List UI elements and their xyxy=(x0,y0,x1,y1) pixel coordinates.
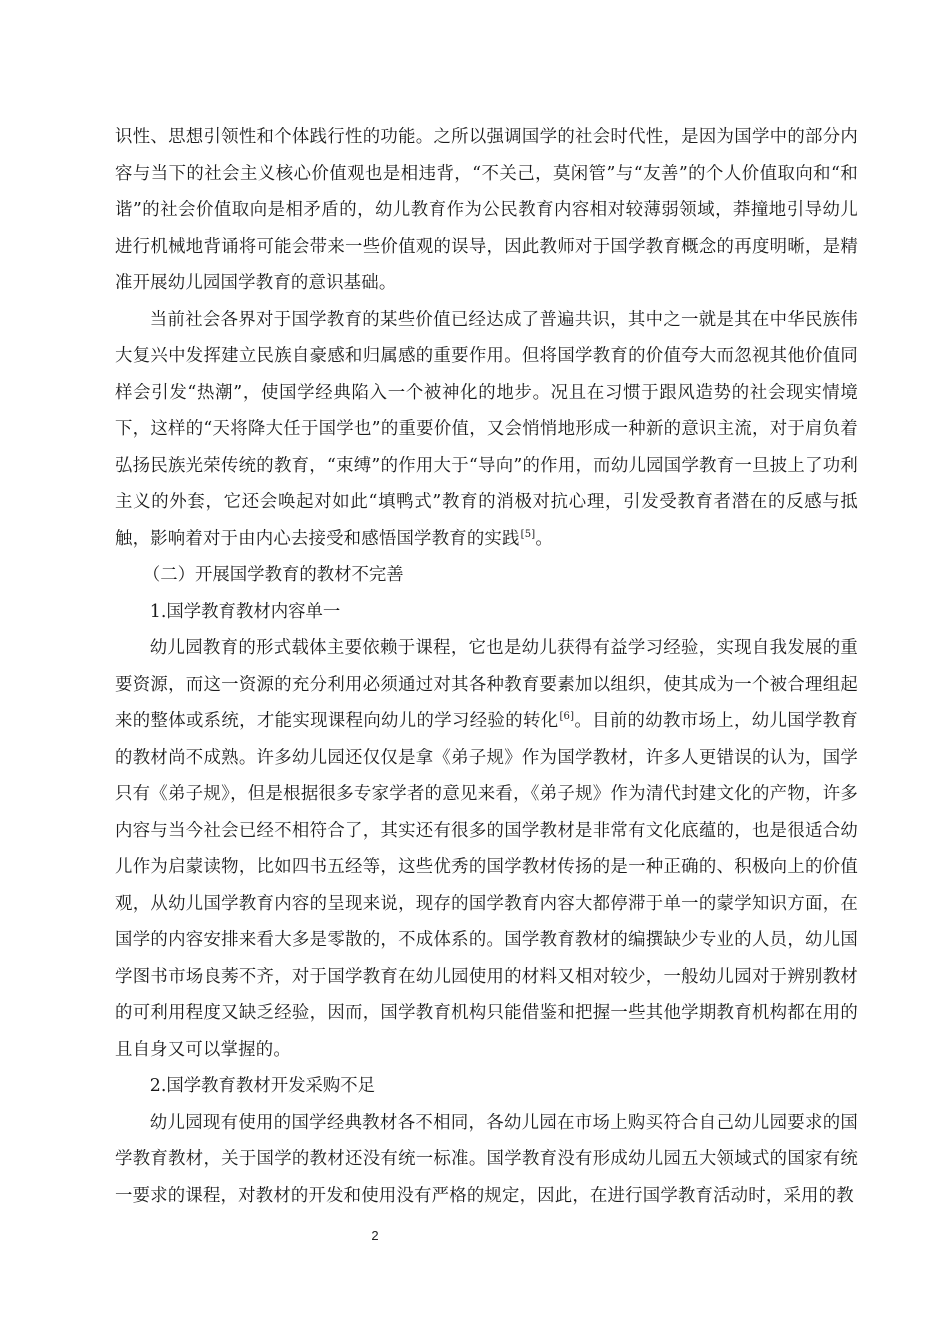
document-body xyxy=(115,119,858,1214)
subsection-heading-content: 1.国学教育教材内容单一 xyxy=(149,601,341,622)
paragraph-text: 当前社会各界对于国学教育的某些价值已经达成了普遍共识，其中之一就是其在中华民族伟大复兴中发挥建立民族自豪感和归属感的重要作用。但将国学教育的价值夸大而忽视其他价值同样会引发“热潮”，使国学经典陷入一个被神化的地步。况且在习惯于跟风造势的社会现实情境下，这样的“天将降大任于国学也”的重要价值，又会悄悄地形成一种新的意识主流，对于肩负着弘扬民族光荣传统的教育，“束缚”的作用大于“导向”的作用，而幼儿园国学教育一旦披上了功利主义的外套，它还会唤起对如此“填鸭式”教育的消极对抗心理，引发受教育者潜在的反感与抵触，影响着对于由内心去接受和感悟国学教育的实践 xyxy=(115,309,858,549)
paragraph-value-exaggeration xyxy=(115,302,858,558)
page-number: 2 xyxy=(371,1228,379,1243)
paragraph-text: 。目前的幼教市场上，幼儿国学教育的教材尚不成熟。许多幼儿园还仅仅是拿《弟子规》作为国学教材，许多人更错误的认为，国学只有《弟子规》，但是根据很多专家学者的意见来看，《弟子规》作为清代封建文化的产物，许多内容与当今社会已经不相符合了，其实还有很多的国学教材是非常有文化底蕴的，也是很适合幼儿作为启蒙读物，比如四书五经等，这些优秀的国学教材传扬的是一种正确的、积极向上的价值观，从幼儿国学教育内容的呈现来说，现存的国学教育内容大都停滞于单一的蒙学知识方面，在国学的内容安排来看大多是零散的，不成体系的。国学教育教材的编撰缺少专业的人员，幼儿国学图书市场良莠不齐，对于国学教育在幼儿园使用的材料又相对较少，一般幼儿园对于辨别教材的可利用程度又缺乏经验，因而，国学教育机构只能借鉴和把握一些其他学期教育机构都在用的且自身又可以掌握的。 xyxy=(115,711,858,1060)
paragraph-continuation: 识性、思想引领性和个体践行性的功能。之所以强调国学的社会时代性，是因为国学中的部分内容与当下的社会主义核心价值观也是相违背，“不关己，莫闲管”与“友善”的个人价值取向和“和谐”的社会价值取向是相矛盾的，幼儿教育作为公民教育内容相对较薄弱领域，莽撞地引导幼儿进行机械地背诵将可能会带来一些价值观的误导，因此教师对于国学教育概念的再度明晰，是精准开展幼儿园国学教育的意识基础。 xyxy=(115,127,858,293)
paragraph-curriculum xyxy=(115,630,858,1068)
paragraph-procurement: 幼儿园现有使用的国学经典教材各不相同，各幼儿园在市场上购买符合自己幼儿园要求的国学教育教材，关于国学的教材还没有统一标准。国学教育没有形成幼儿园五大领域式的国家有统一要求的课程，对教材的开发和使用没有严格的规定，因此，在进行国学教育活动时，采用的教 xyxy=(115,1112,858,1206)
paragraph-end: 。 xyxy=(535,528,553,549)
citation-6: [6] xyxy=(559,711,575,722)
paragraph-text: 幼儿园教育的形式载体主要依赖于课程，它也是幼儿获得有益学习经验，实现自我发展的重要资源，而这一资源的充分利用必须通过对其各种教育要素加以组织，使其成为一个被合理组起来的整体或系统，才能实现课程向幼儿的学习经验的转化 xyxy=(115,638,858,731)
section-heading-textbooks: （二）开展国学教育的教材不完善 xyxy=(142,565,404,585)
citation-5: [5] xyxy=(520,528,536,540)
subsection-heading-procurement: 2.国学教育教材开发采购不足 xyxy=(149,1076,376,1096)
